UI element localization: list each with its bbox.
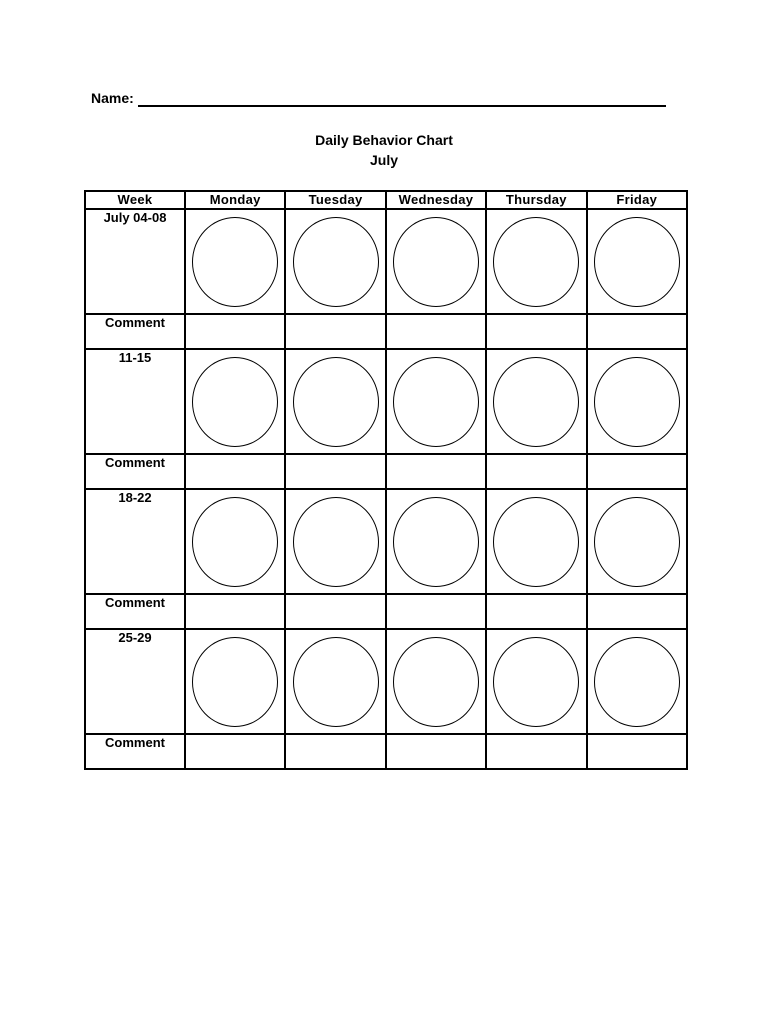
comment-cell-friday[interactable] xyxy=(587,454,687,489)
day-cell-monday xyxy=(185,349,285,454)
comment-cell-monday[interactable] xyxy=(185,314,285,349)
comment-cell-tuesday[interactable] xyxy=(285,594,385,629)
day-cell-thursday xyxy=(486,349,586,454)
behavior-circle[interactable] xyxy=(192,217,278,307)
day-cell-thursday xyxy=(486,629,586,734)
day-cell-wednesday xyxy=(386,489,486,594)
comment-label: Comment xyxy=(85,314,185,349)
comment-cell-monday[interactable] xyxy=(185,454,285,489)
day-cell-friday xyxy=(587,489,687,594)
day-cell-monday xyxy=(185,489,285,594)
comment-label: Comment xyxy=(85,734,185,769)
behavior-circle[interactable] xyxy=(293,217,379,307)
column-header-friday: Friday xyxy=(587,191,687,209)
comment-cell-friday[interactable] xyxy=(587,594,687,629)
day-cell-tuesday xyxy=(285,209,385,314)
comment-cell-friday[interactable] xyxy=(587,734,687,769)
comment-cell-tuesday[interactable] xyxy=(285,454,385,489)
name-field[interactable] xyxy=(91,90,666,107)
behavior-circle[interactable] xyxy=(192,637,278,727)
comment-row xyxy=(85,594,687,629)
comment-cell-tuesday[interactable] xyxy=(285,734,385,769)
title-block xyxy=(0,130,768,170)
day-cell-wednesday xyxy=(386,629,486,734)
column-header-tuesday: Tuesday xyxy=(285,191,385,209)
comment-cell-thursday[interactable] xyxy=(486,594,586,629)
behavior-circle[interactable] xyxy=(594,637,680,727)
comment-cell-wednesday[interactable] xyxy=(386,594,486,629)
comment-row xyxy=(85,314,687,349)
day-cell-wednesday xyxy=(386,209,486,314)
week-label: 11-15 xyxy=(85,349,185,454)
week-row xyxy=(85,629,687,734)
comment-cell-wednesday[interactable] xyxy=(386,314,486,349)
behavior-circle[interactable] xyxy=(192,497,278,587)
week-label: July 04-08 xyxy=(85,209,185,314)
comment-row xyxy=(85,734,687,769)
comment-row xyxy=(85,454,687,489)
behavior-circle[interactable] xyxy=(594,357,680,447)
day-cell-friday xyxy=(587,209,687,314)
day-cell-wednesday xyxy=(386,349,486,454)
day-cell-thursday xyxy=(486,209,586,314)
week-label: 18-22 xyxy=(85,489,185,594)
comment-cell-wednesday[interactable] xyxy=(386,454,486,489)
column-header-monday: Monday xyxy=(185,191,285,209)
week-row xyxy=(85,489,687,594)
behavior-circle[interactable] xyxy=(393,217,479,307)
name-blank-line[interactable] xyxy=(138,105,666,107)
chart-month: July xyxy=(369,152,398,168)
comment-cell-tuesday[interactable] xyxy=(285,314,385,349)
comment-cell-wednesday[interactable] xyxy=(386,734,486,769)
comment-cell-monday[interactable] xyxy=(185,594,285,629)
behavior-circle[interactable] xyxy=(594,217,680,307)
week-row xyxy=(85,209,687,314)
day-cell-tuesday xyxy=(285,489,385,594)
behavior-circle[interactable] xyxy=(493,637,579,727)
behavior-circle[interactable] xyxy=(493,217,579,307)
day-cell-thursday xyxy=(486,489,586,594)
behavior-circle[interactable] xyxy=(493,497,579,587)
comment-label: Comment xyxy=(85,454,185,489)
behavior-circle[interactable] xyxy=(393,637,479,727)
comment-label: Comment xyxy=(85,594,185,629)
week-label: 25-29 xyxy=(85,629,185,734)
name-label: Name: xyxy=(91,90,134,106)
behavior-circle[interactable] xyxy=(192,357,278,447)
behavior-circle[interactable] xyxy=(293,357,379,447)
column-header-wednesday: Wednesday xyxy=(386,191,486,209)
day-cell-monday xyxy=(185,209,285,314)
day-cell-monday xyxy=(185,629,285,734)
comment-cell-thursday[interactable] xyxy=(486,314,586,349)
behavior-circle[interactable] xyxy=(493,357,579,447)
behavior-circle[interactable] xyxy=(594,497,680,587)
week-row xyxy=(85,349,687,454)
comment-cell-thursday[interactable] xyxy=(486,734,586,769)
day-cell-tuesday xyxy=(285,629,385,734)
comment-cell-thursday[interactable] xyxy=(486,454,586,489)
chart-title: Daily Behavior Chart xyxy=(315,132,453,148)
comment-cell-monday[interactable] xyxy=(185,734,285,769)
behavior-chart-table xyxy=(84,190,688,770)
day-cell-friday xyxy=(587,349,687,454)
behavior-circle[interactable] xyxy=(393,497,479,587)
behavior-circle[interactable] xyxy=(293,497,379,587)
day-cell-friday xyxy=(587,629,687,734)
header-row xyxy=(85,191,687,209)
behavior-circle[interactable] xyxy=(393,357,479,447)
behavior-circle[interactable] xyxy=(293,637,379,727)
column-header-week: Week xyxy=(85,191,185,209)
column-header-thursday: Thursday xyxy=(486,191,586,209)
day-cell-tuesday xyxy=(285,349,385,454)
comment-cell-friday[interactable] xyxy=(587,314,687,349)
